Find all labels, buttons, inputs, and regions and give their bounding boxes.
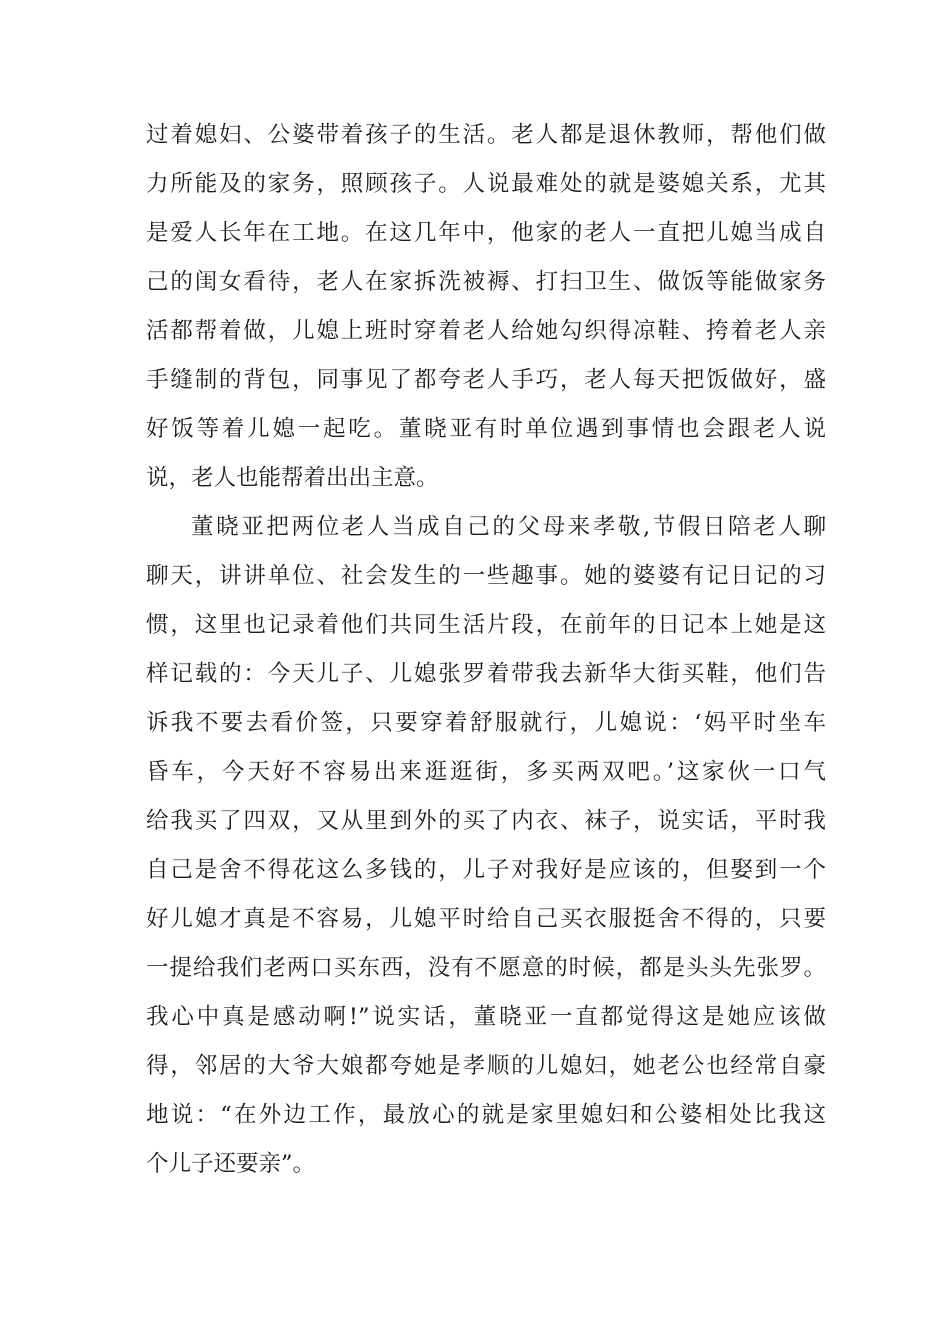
paragraph-line: 活都帮着做，儿媳上班时穿着老人给她勾织得凉鞋、挎着老人亲	[146, 318, 826, 344]
paragraph-line: 个儿子还要亲”。	[146, 1151, 316, 1177]
paragraph-2	[146, 503, 826, 1189]
paragraph-line: 董晓亚把两位老人当成自己的父母来孝敬,节假日陪老人聊	[191, 514, 826, 540]
paragraph-line: 我心中真是感动啊!”说实话，董晓亚一直都觉得这是她应该做	[146, 1004, 826, 1030]
paragraph-line: 一提给我们老两口买东西，没有不愿意的时候，都是头头先张罗。	[146, 955, 826, 981]
paragraph-line: 样记载的：今天儿子、儿媳张罗着带我去新华大街买鞋，他们告	[146, 661, 826, 687]
paragraph-1	[146, 111, 826, 503]
paragraph-line: 昏车，今天好不容易出来逛逛街，多买两双吧。’这家伙一口气	[146, 759, 826, 785]
paragraph-line: 是爱人长年在工地。在这几年中，他家的老人一直把儿媳当成自	[146, 220, 826, 246]
paragraph-line: 说，老人也能帮着出出主意。	[146, 465, 439, 491]
paragraph-line: 自己是舍不得花这么多钱的，儿子对我好是应该的，但娶到一个	[146, 857, 826, 883]
paragraph-line: 聊天，讲讲单位、社会发生的一些趣事。她的婆婆有记日记的习	[146, 563, 826, 589]
paragraph-line: 好儿媳才真是不容易，儿媳平时给自己买衣服挺舍不得的，只要	[146, 906, 826, 932]
paragraph-line: 地说：“在外边工作，最放心的就是家里媳妇和公婆相处比我这	[146, 1102, 826, 1128]
paragraph-line: 给我买了四双，又从里到外的买了内衣、袜子，说实话，平时我	[146, 808, 826, 834]
paragraph-line: 惯，这里也记录着他们共同生活片段，在前年的日记本上她是这	[146, 612, 826, 638]
paragraph-line: 过着媳妇、公婆带着孩子的生活。老人都是退休教师，帮他们做	[146, 122, 826, 148]
paragraph-line: 好饭等着儿媳一起吃。董晓亚有时单位遇到事情也会跟老人说	[146, 416, 826, 442]
paragraph-line: 己的闺女看待，老人在家拆洗被褥、打扫卫生、做饭等能做家务	[146, 269, 826, 295]
paragraph-line: 得，邻居的大爷大娘都夸她是孝顺的儿媳妇，她老公也经常自豪	[146, 1053, 826, 1079]
paragraph-line: 手缝制的背包，同事见了都夸老人手巧，老人每天把饭做好，盛	[146, 367, 826, 393]
document-body	[146, 111, 826, 1189]
paragraph-line: 力所能及的家务，照顾孩子。人说最难处的就是婆媳关系，尤其	[146, 171, 826, 197]
paragraph-line: 诉我不要去看价签，只要穿着舒服就行，儿媳说：‘妈平时坐车	[146, 710, 826, 736]
